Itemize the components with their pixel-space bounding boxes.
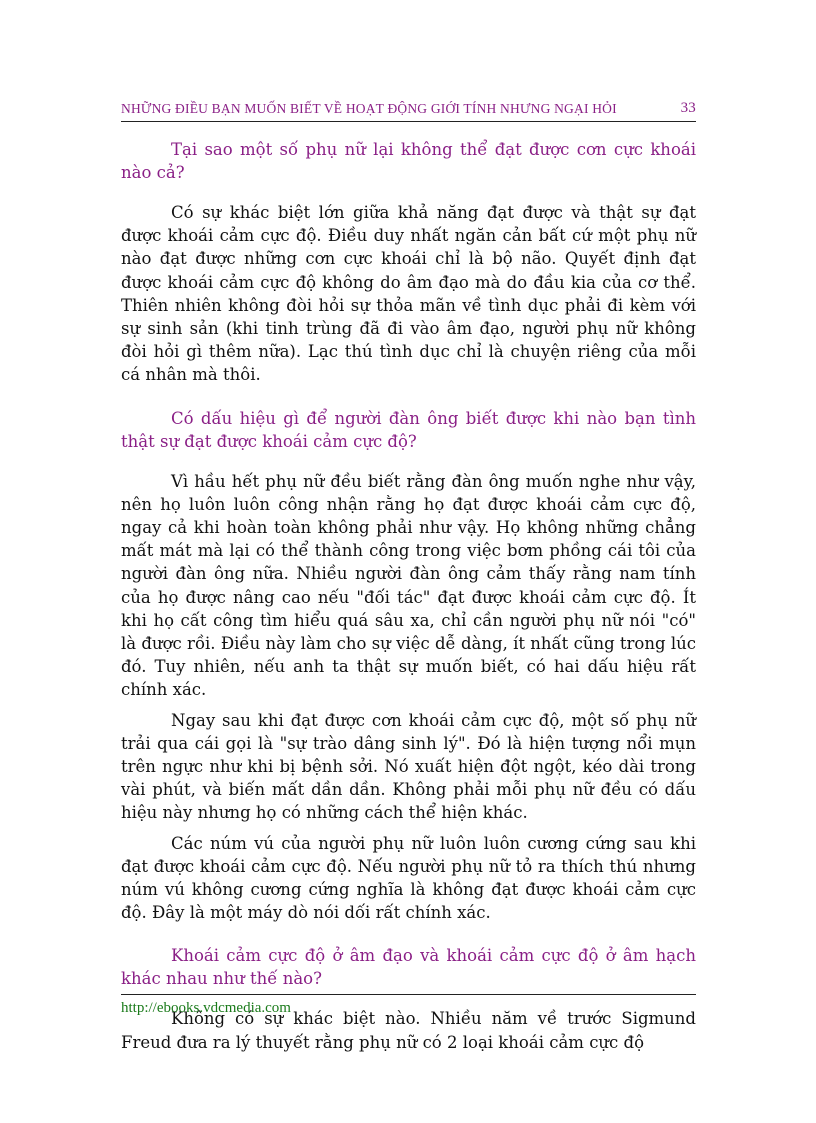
footer-url-link[interactable]: http://ebooks.vdcmedia.com <box>121 1000 291 1016</box>
body-paragraph: Có sự khác biệt lớn giữa khả năng đạt được và thật sự đạt được khoái cảm cực độ. Điều duy nhất ngăn cản bất cứ một phụ nữ nào đạt được những cơn cực khoái chỉ là bộ não. Quyết định đạt được khoái cảm cực độ không do âm đạo mà do đầu kia của cơ thể. Thiên nhiên không đòi hỏi sự thỏa mãn về tình dục phải đi kèm với sự sinh sản (khi tinh trùng đã đi vào âm đạo, người phụ nữ không đòi hỏi gì thêm nữa). Lạc thú tình dục chỉ là chuyện riêng của mỗi cá nhân mà thôi. <box>121 203 696 385</box>
question-heading: Tại sao một số phụ nữ lại không thể đạt được cơn cực khoái nào cả? <box>121 140 696 182</box>
page <box>121 100 696 1061</box>
body-paragraph: Vì hầu hết phụ nữ đều biết rằng đàn ông muốn nghe như vậy, nên họ luôn luôn công nhận rằng họ đạt được khoái cảm cực độ, ngay cả khi hoàn toàn không phải như vậy. Họ không những chẳng mất mát mà lại có thể thành công trong việc bơm phồng cái tôi của người đàn ông nữa. Nhiều người đàn ông cảm thấy rằng nam tính của họ được nâng cao nếu "đối tác" đạt được khoái cảm cực độ. Ít khi họ cất công tìm hiểu quá sâu xa, chỉ cần người phụ nữ nói "có" là được rồi. Điều này làm cho sự việc dễ dàng, ít nhất cũng trong lúc đó. Tuy nhiên, nếu anh ta thật sự muốn biết, có hai dấu hiệu rất chính xác. <box>121 471 696 700</box>
body-paragraph: Không có sự khác biệt nào. Nhiều năm về trước Sigmund Freud đưa ra lý thuyết rằng phụ nữ có 2 loại khoái cảm cực độ <box>121 1009 696 1052</box>
running-header <box>121 100 696 122</box>
question-heading: Có dấu hiệu gì để người đàn ông biết được khi nào bạn tình thật sự đạt được khoái cảm cực độ? <box>121 408 696 451</box>
running-header-title: NHỮNG ĐIỀU BẠN MUỐN BIẾT VỀ HOẠT ĐỘNG GIỚI TÍNH NHƯNG NGẠI HỎI <box>121 101 617 116</box>
page-content <box>121 138 696 1054</box>
body-paragraph: Ngay sau khi đạt được cơn khoái cảm cực độ, một số phụ nữ trải qua cái gọi là "sự trào dâng sinh lý". Đó là hiện tượng nổi mụn trên ngực như khi bị bệnh sởi. Nó xuất hiện đột ngột, kéo dài trong vài phút, và biến mất dần dần. Không phải mỗi phụ nữ đều có dấu hiệu này nhưng họ có những cách thể hiện khác. <box>121 710 696 823</box>
page-footer <box>121 994 696 1017</box>
body-paragraph: Các núm vú của người phụ nữ luôn luôn cương cứng sau khi đạt được khoái cảm cực độ. Nếu người phụ nữ tỏ ra thích thú nhưng núm vú không cương cứng nghĩa là không đạt được khoái cảm cực độ. Đây là một máy dò nói dối rất chính xác. <box>121 833 696 923</box>
question-heading: Khoái cảm cực độ ở âm đạo và khoái cảm cực độ ở âm hạch khác nhau như thế nào? <box>121 946 696 989</box>
page-number: 33 <box>680 100 696 116</box>
